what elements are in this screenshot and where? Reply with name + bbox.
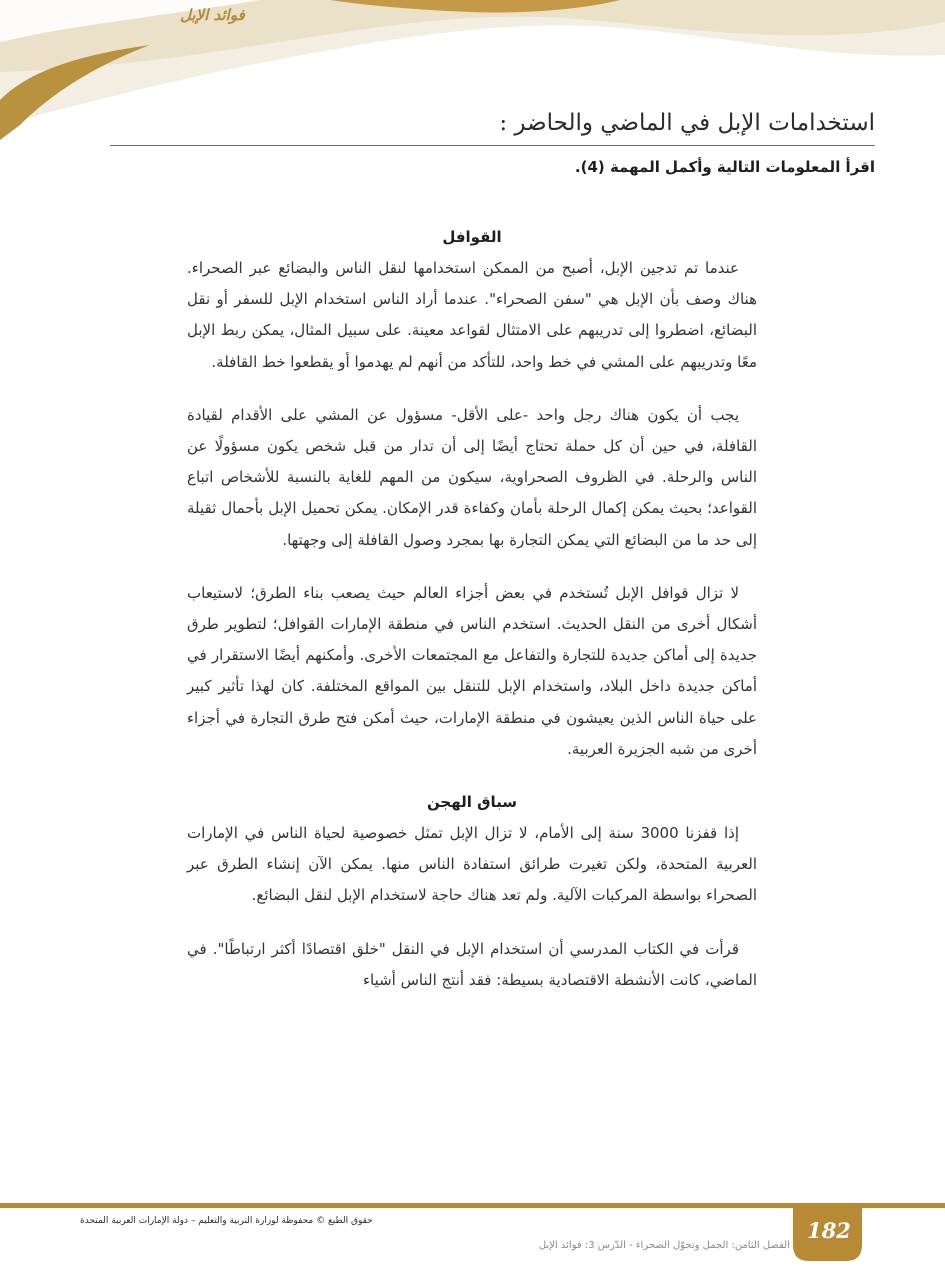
paragraph: إذا قفزنا 3000 سنة إلى الأمام، لا تزال الإبل تمثل خصوصية لحياة الناس في الإمارات العربية المتحدة، ولكن تغيرت طرائق استفادة الناس منها. يمكن الآن إنشاء الطرق عبر الصحراء بواسطة المركبات الآلية. ولم تعد هناك حاجة لاستخدام الإبل لنقل البضائع. xyxy=(187,824,757,905)
chapter-tab: فوائد الإبل xyxy=(180,6,245,24)
page-number: 182 xyxy=(807,1218,851,1243)
title-underline xyxy=(110,145,875,146)
section-heading-caravans: القوافل xyxy=(442,228,502,246)
paragraph: عندما تم تدجين الإبل، أصبح من الممكن استخدامها لنقل الناس والبضائع عبر الصحراء. هناك وصف بأن الإبل هي "سفن الصحراء". عندما أراد الناس استخدام الإبل للسفر أو نقل البضائع، اضطروا إلى تدريبهم على الامتثال لقواعد معينة. على سبيل المثال، يمكن ربط الإبل معًا وتدريبهم على المشي في خط واحد، للتأكد من أنهم لم يهدموا أو يقطعوا خط القافلة. xyxy=(187,259,757,371)
section-title: استخدامات الإبل في الماضي والحاضر : xyxy=(499,110,875,136)
paragraph: يجب أن يكون هناك رجل واحد -على الأقل- مسؤول عن المشي على الأقدام لقيادة القافلة، في حين أن كل حملة تحتاج أيضًا إلى أن تدار من قبل شخص يكون مسؤولًا عن الناس والرحلة. في الظروف الصحراوية، سيكون من المهم للغاية بالنسبة للأشخاص اتباع القواعد؛ بحيث يمكن إكمال الرحلة بأمان وكفاءة قدر الإمكان. يمكن تحميل الإبل بأحمال ثقيلة إلى حد ما من البضائع التي يمكن التجارة بها بمجرد وصول القافلة إلى وجهتها. xyxy=(187,405,757,549)
section-heading-camel-racing: سباق الهجن xyxy=(426,793,518,812)
footer-copyright: حقوق الطبع © محفوظة لوزارة التربية والتعليم – دولة الإمارات العربية المتحدة xyxy=(80,1216,373,1226)
task-instruction: اقرأ المعلومات التالية وأكمل المهمة (4). xyxy=(574,158,875,176)
article-body xyxy=(187,222,757,1018)
footer-lesson-label: الفصل الثامن: الجمل وتحوّل الصحراء - الدّرس 3: فوائد الإبل xyxy=(538,1240,790,1251)
paragraph: قرأت في الكتاب المدرسي أن استخدام الإبل في النقل "خلق اقتصادًا أكثر ارتباطًا". في الماضي، كانت الأنشطة الاقتصادية بسيطة: فقد أنتج الناس أشياء xyxy=(187,939,757,989)
paragraph: لا تزال قوافل الإبل تُستخدم في بعض أجزاء العالم حيث يصعب بناء الطرق؛ لاستيعاب أشكال أخرى من النقل الحديث. استخدم الناس في منطقة الإمارات القوافل؛ لتطوير طرق جديدة إلى أماكن جديدة للتجارة والتفاعل مع المجتمعات الأخرى. وأمكنهم أيضًا الاستقرار في أماكن جديدة داخل البلاد، واستخدام الإبل للتنقل بين المواقع المختلفة. كان لهذا تأثير كبير على حياة الناس الذين يعيشون في منطقة الإمارات، حيث أمكن فتح طرق التجارة في أجزاء أخرى من شبه الجزيرة العربية. xyxy=(187,583,757,758)
